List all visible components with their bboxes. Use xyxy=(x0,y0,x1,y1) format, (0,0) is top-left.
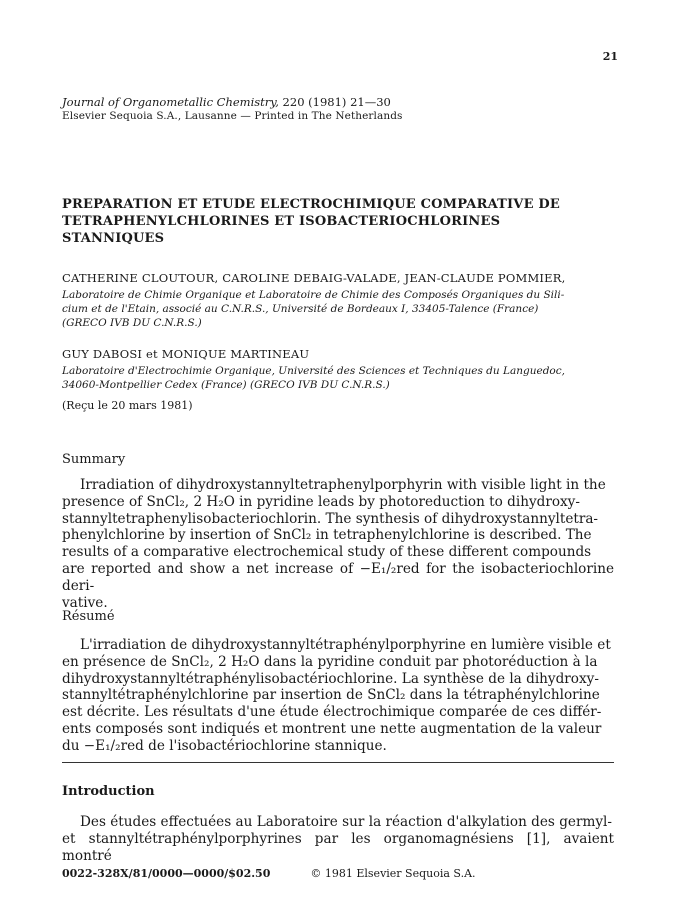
summary-line: phenylchlorine by insertion of SnCl₂ in tetraphenylchlorine is described. The xyxy=(62,527,592,544)
journal-citation xyxy=(62,95,391,109)
summary-heading: Summary xyxy=(62,452,126,467)
copyright: © 1981 Elsevier Sequoia S.A. xyxy=(310,867,476,880)
footer xyxy=(62,867,476,880)
article-code: 0022-328X/81/0000—0000/$02.50 xyxy=(62,867,271,880)
summary-line: Irradiation of dihydroxystannyltetraphenylporphyrin with visible light in the xyxy=(80,477,606,493)
resume-line: en présence de SnCl₂, 2 H₂O dans la pyridine conduit par photoréduction à la xyxy=(62,653,598,670)
title-line: TETRAPHENYLCHLORINES ET ISOBACTERIOCHLORINES xyxy=(62,214,501,229)
introduction-line: Des études effectuées au Laboratoire sur la réaction d'alkylation des germyl- xyxy=(80,814,612,830)
summary-line: stannyltetraphenylisobacteriochlorin. The synthesis of dihydroxystannyltetra- xyxy=(62,510,599,527)
authors-group-2: GUY DABOSI et MONIQUE MARTINEAU xyxy=(62,347,310,361)
summary-line: results of a comparative electrochemical study of these different compounds xyxy=(62,544,592,561)
resume-line: L'irradiation de dihydroxystannyltétraphénylporphyrine en lumière visible et xyxy=(80,637,611,653)
summary-line: are reported and show a net increase of −E₁/₂red for the isobacteriochlorine deri- xyxy=(62,560,614,594)
section-divider xyxy=(62,762,614,763)
summary-line: vative. xyxy=(62,594,108,611)
affiliation-line: Laboratoire d'Electrochimie Organique, Université des Sciences et Techniques du Languedoc, xyxy=(62,365,565,377)
resume-line: est décrite. Les résultats d'une étude électrochimique comparée de ces différ- xyxy=(62,704,602,721)
affiliation-line: Laboratoire de Chimie Organique et Laboratoire de Chimie des Composés Organiques du Sili- xyxy=(62,289,565,301)
resume-body xyxy=(62,637,614,755)
publisher-line: Elsevier Sequoia S.A., Lausanne — Printed in The Netherlands xyxy=(62,110,403,122)
resume-line: stannyltétraphénylchlorine par insertion de SnCl₂ dans la tétraphénylchlorine xyxy=(62,687,600,704)
resume-heading: Résumé xyxy=(62,609,115,624)
introduction-line: et stannyltétraphénylporphyrines par les organomagnésiens [1], avaient montré xyxy=(62,830,614,864)
authors-group-1: CATHERINE CLOUTOUR, CAROLINE DEBAIG-VALADE, JEAN-CLAUDE POMMIER, xyxy=(62,271,566,285)
affiliation-2 xyxy=(62,364,632,392)
title-line: STANNIQUES xyxy=(62,231,165,246)
resume-line: du −E₁/₂red de l'isobactériochlorine stannique. xyxy=(62,737,387,754)
summary-body xyxy=(62,477,614,611)
summary-line: presence of SnCl₂, 2 H₂O in pyridine leads by photoreduction to dihydroxy- xyxy=(62,493,580,510)
page-number: 21 xyxy=(602,50,618,63)
journal-name: Journal of Organometallic Chemistry, xyxy=(62,95,279,109)
affiliation-line: (GRECO IVB DU C.N.R.S.) xyxy=(62,317,202,329)
article-title xyxy=(62,196,622,247)
affiliation-line: cium et de l'Etain, associé au C.N.R.S., Université de Bordeaux I, 33405-Talence (France) xyxy=(62,303,539,315)
affiliation-1 xyxy=(62,288,632,330)
title-line: PREPARATION ET ETUDE ELECTROCHIMIQUE COMPARATIVE DE xyxy=(62,197,561,212)
introduction-heading: Introduction xyxy=(62,784,155,799)
affiliation-line: 34060-Montpellier Cedex (France) (GRECO IVB DU C.N.R.S.) xyxy=(62,379,390,391)
introduction-body xyxy=(62,814,614,864)
resume-line: dihydroxystannyltétraphénylisobactériochlorine. La synthèse de la dihydroxy- xyxy=(62,670,599,687)
resume-line: ents composés sont indiqués et montrent une nette augmentation de la valeur xyxy=(62,720,602,737)
received-date: (Reçu le 20 mars 1981) xyxy=(62,399,193,412)
journal-volume: 220 (1981) 21—30 xyxy=(278,95,391,109)
